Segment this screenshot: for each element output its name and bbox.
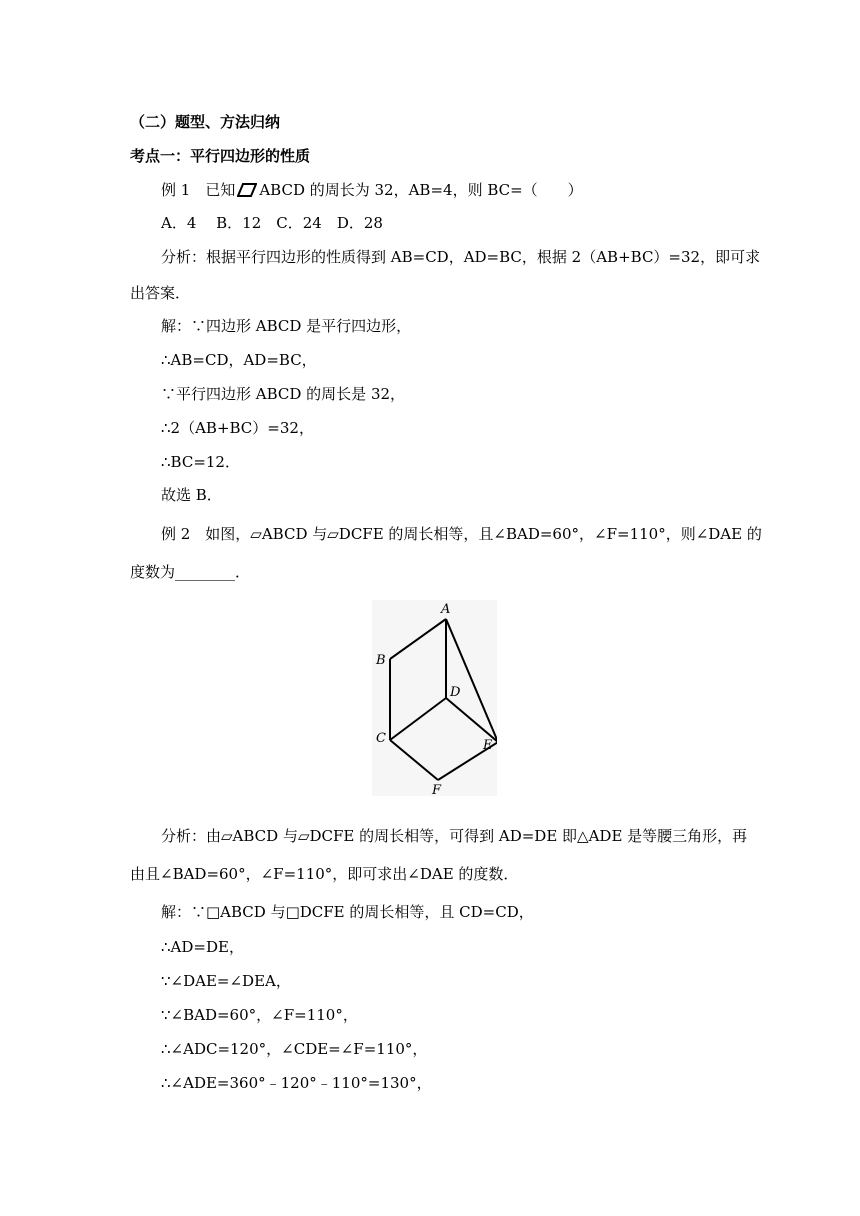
example2-solution-line: ∵∠BAD=60°，∠F=110°， [161, 1006, 358, 1024]
example2-solution-line: ∴∠ADC=120°，∠CDE=∠F=110°， [161, 1040, 428, 1058]
topic-heading: 考点一：平行四边形的性质 [130, 147, 311, 165]
example2-question-line2: 度数为________． [130, 563, 251, 581]
section-heading: （二）题型、方法归纳 [130, 113, 281, 131]
geometry-figure [372, 600, 497, 796]
label-C: C [376, 731, 386, 746]
example2-analysis-line1: 分析：由▱ABCD 与▱DCFE 的周长相等，可得到 AD=DE 即△ADE 是等腰三角形，再 [161, 827, 748, 845]
example1-analysis-line1: 分析：根据平行四边形的性质得到 AB=CD，AD=BC，根据 2（AB+BC）=32，即可求 [161, 248, 761, 266]
example2-solution-line: 解：∵□ABCD 与□DCFE 的周长相等，且 CD=CD， [161, 903, 534, 921]
example1-question: 例 1 已知 ABCD 的周长为 32，AB=4，则 BC=（ ） [161, 180, 583, 202]
example1-solution-line: ∵平行四边形 ABCD 的周长是 32， [161, 385, 406, 403]
label-A: A [441, 602, 451, 617]
example1-solution-line: ∴AB=CD，AD=BC， [161, 351, 317, 369]
label-E: E [483, 738, 493, 753]
label-B: B [376, 653, 386, 668]
example1-solution-line: ∴BC=12． [161, 453, 240, 471]
example1-label: 例 1 [161, 181, 191, 199]
example2-question-line1: 例 2 如图，▱ABCD 与▱DCFE 的周长相等，且∠BAD=60°，∠F=110°，则∠DAE 的 [161, 525, 762, 543]
example2-solution-line: ∴AD=DE， [161, 938, 244, 956]
label-F: F [432, 783, 442, 796]
example1-solution-line: ∴2（AB+BC）=32， [161, 419, 314, 437]
example2-analysis-line2: 由且∠BAD=60°，∠F=110°，即可求出∠DAE 的度数． [130, 865, 519, 883]
example1-solution-line: 解：∵四边形 ABCD 是平行四边形， [161, 317, 412, 335]
example1-solution-line: 故选 B． [161, 486, 222, 504]
label-D: D [450, 685, 461, 700]
example1-analysis-line2: 出答案． [130, 284, 191, 302]
example1-options: A．4 B．12 C．24 D．28 [161, 214, 383, 232]
example2-solution-line: ∴∠ADE=360°﹣120°﹣110°=130°， [161, 1074, 432, 1092]
parallelogram-icon [237, 182, 257, 202]
parallelogram-diagram [372, 600, 497, 796]
example2-solution-line: ∵∠DAE=∠DEA， [161, 972, 291, 990]
